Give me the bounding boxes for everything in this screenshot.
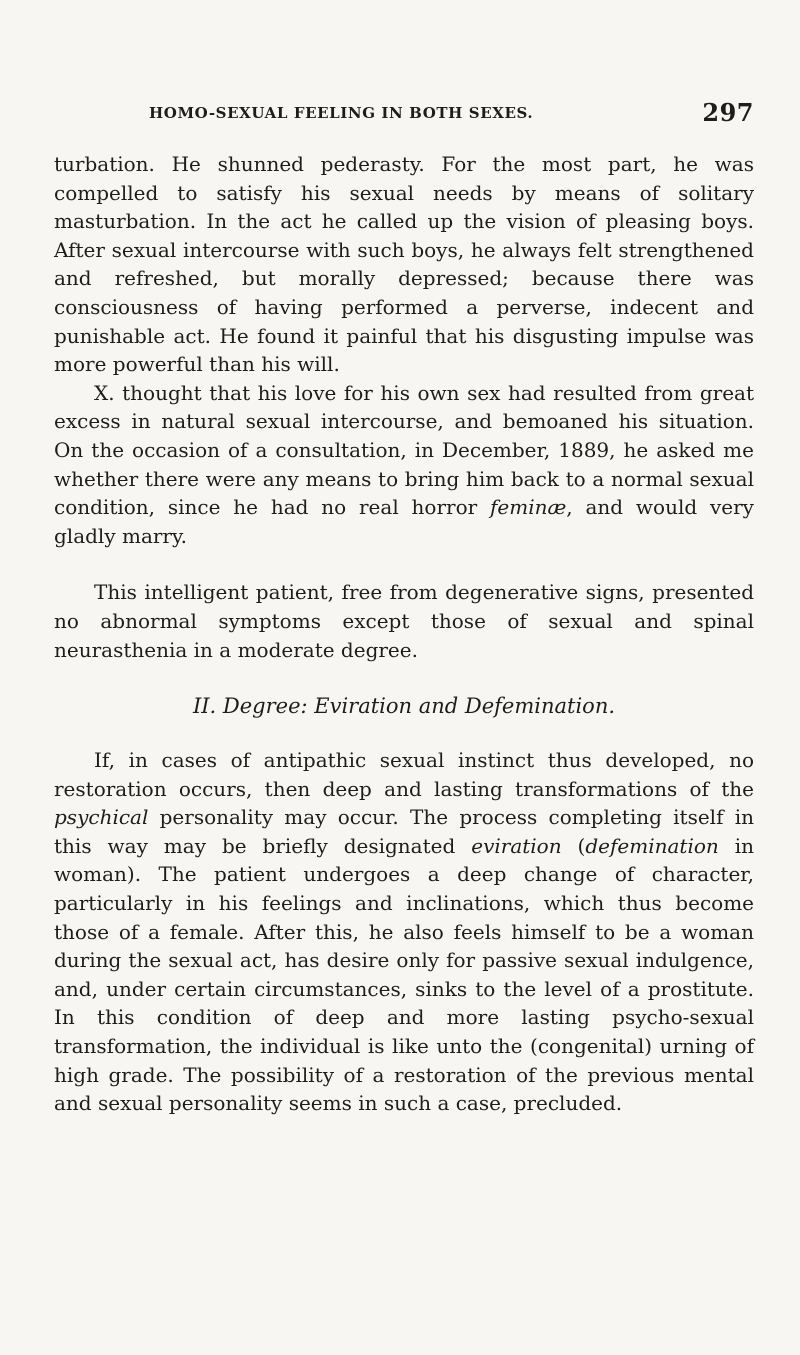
page-number: 297 [702,98,754,127]
paragraph-2-italic: feminæ [490,495,567,520]
paragraph-2 [54,379,754,551]
paragraph-4-text-d: in woman). The patient undergoes a deep change of character, particularly in his feelings and inclinations, which thus become those of a female. After this, he also feels himself to be a woman during the sexual act, has desire only for passive sexual indulgence, and, under certain circumstances, sinks to the level of a prostitute. In this condition of deep and more lasting psycho-sexual transformation, the individual is like unto the (congenital) urning of high grade. The possibility of a restoration of the previous mental and sexual personality seems in such a case, precluded. [54,833,754,1116]
paragraph-4-italic-eviration: eviration [471,833,562,858]
paragraph-3 [54,578,754,664]
paragraph-4-italic-defemination: defemination [585,833,719,858]
book-page [54,98,754,1118]
page-header [54,98,754,130]
paragraph-1-text: turbation. He shunned pederasty. For the most part, he was compelled to satisfy his sexual needs by means of solitary masturbation. In the act he called up the vision of pleasing boys. After sexual intercourse with such boys, he always felt strengthened and refreshed, but morally depressed; because there was consciousness of having performed a perverse, indecent and punishable act. He found it painful that his disgusting impulse was more powerful than his will. [54,152,754,377]
paragraph-2-text-a: X. thought that his love for his own sex had resulted from great excess in natural sexual intercourse, and bemoaned his situation. On the occasion of a consultation, in December, 1889, he asked me whether there were any means to bring him back to a normal sexual condition, since he had no real horror [54,380,754,520]
paragraph-4-text-a: If, in cases of antipathic sexual instinct thus developed, no restoration occurs, then deep and lasting transformations of the [54,748,754,801]
page-body [54,150,754,1118]
paragraph-4-italic-psychical: psychical [54,805,149,830]
section-heading: II. Degree: Eviration and Defemination. [192,694,616,719]
paragraph-4-text-c: ( [561,833,586,858]
paragraph-1 [54,150,754,379]
paragraph-3-text: This intelligent patient, free from degenerative signs, presented no abnormal symptoms except those of sexual and spinal neurasthenia in a moderate degree. [54,580,754,662]
running-head: HOMO-SEXUAL FEELING IN BOTH SEXES. [149,104,534,122]
paragraph-2-text-b: , and would very gladly marry. [54,495,754,548]
paragraph-4-text-b: personality may occur. The process completing itself in this way may be briefly designated [54,805,754,858]
paragraph-4 [54,746,754,1118]
